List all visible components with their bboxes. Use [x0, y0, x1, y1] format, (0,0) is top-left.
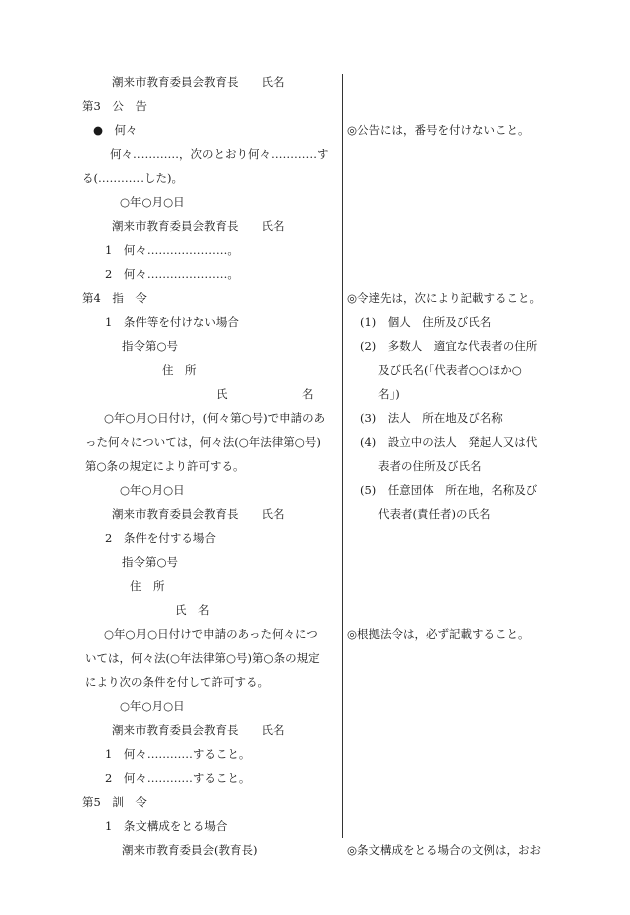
note-list-item: (4) 設立中の法人 発起人又は代 [360, 435, 538, 449]
address-label: 住 所 [130, 579, 165, 593]
note-list-item-cont: 代表者(責任者)の氏名 [378, 507, 491, 521]
body-line: る(…………した)。 [82, 171, 183, 185]
name-label-part: 名 [302, 387, 314, 401]
list-item: 1 何々…………………。 [105, 243, 239, 257]
order-number: 指令第○号 [122, 555, 179, 569]
note-line: ◎公告には，番号を付けないこと。 [347, 123, 530, 137]
list-item: 2 何々…………すること。 [105, 771, 251, 785]
body-line: 第○条の規定により許可する。 [85, 459, 245, 473]
list-item: 2 何々…………………。 [105, 267, 239, 281]
date-line: ○年○月○日 [120, 195, 185, 209]
column-divider [342, 74, 343, 838]
note-list-item: (5) 任意団体 所在地，名称及び [360, 483, 538, 497]
note-line: ◎令達先は，次により記載すること。 [347, 291, 542, 305]
note-line: ◎根拠法令は，必ず記載すること。 [347, 627, 530, 641]
body-line: 潮来市教育委員会(教育長) [122, 843, 258, 857]
note-list-item: (1) 個人 住所及び氏名 [360, 315, 492, 329]
signature-line: 潮来市教育委員会教育長 氏名 [112, 75, 285, 89]
list-item: 1 何々…………すること。 [105, 747, 251, 761]
note-list-item: (2) 多数人 適宜な代表者の住所 [360, 339, 538, 353]
body-line: ○年○月○日付け，(何々第○号)で申請のあ [104, 411, 326, 425]
signature-line: 潮来市教育委員会教育長 氏名 [112, 507, 285, 521]
date-line: ○年○月○日 [120, 483, 185, 497]
body-line: いては，何々法(○年法律第○号)第○条の規定 [85, 651, 320, 665]
note-list-item: (3) 法人 所在地及び名称 [360, 411, 503, 425]
subsection-heading: 2 条件を付する場合 [105, 531, 216, 545]
note-line: ◎条文構成をとる場合の文例は，おお [347, 843, 542, 857]
body-line: った何々については，何々法(○年法律第○号) [85, 435, 321, 449]
notice-title: ● 何々 [93, 123, 138, 137]
name-label: 氏 名 [175, 603, 210, 617]
section-heading-shirei: 第4 指 令 [82, 291, 147, 305]
note-list-item-cont: 及び氏名(「代表者○○ほか○ [378, 363, 522, 377]
address-label: 住 所 [162, 363, 197, 377]
note-list-item-cont: 名」) [378, 387, 400, 401]
subsection-heading: 1 条件等を付けない場合 [105, 315, 239, 329]
subsection-heading: 1 条文構成をとる場合 [105, 819, 228, 833]
name-label-part: 氏 [216, 387, 228, 401]
date-line: ○年○月○日 [120, 699, 185, 713]
order-number: 指令第○号 [122, 339, 179, 353]
section-heading-kunrei: 第5 訓 令 [82, 795, 147, 809]
signature-line: 潮来市教育委員会教育長 氏名 [112, 219, 285, 233]
signature-line: 潮来市教育委員会教育長 氏名 [112, 723, 285, 737]
body-line: により次の条件を付して許可する。 [85, 675, 269, 689]
body-line: 何々…………，次のとおり何々…………す [110, 147, 329, 161]
section-heading-koukoku: 第3 公 告 [82, 99, 147, 113]
body-line: ○年○月○日付けで申請のあった何々につ [104, 627, 318, 641]
note-list-item-cont: 表者の住所及び氏名 [378, 459, 482, 473]
